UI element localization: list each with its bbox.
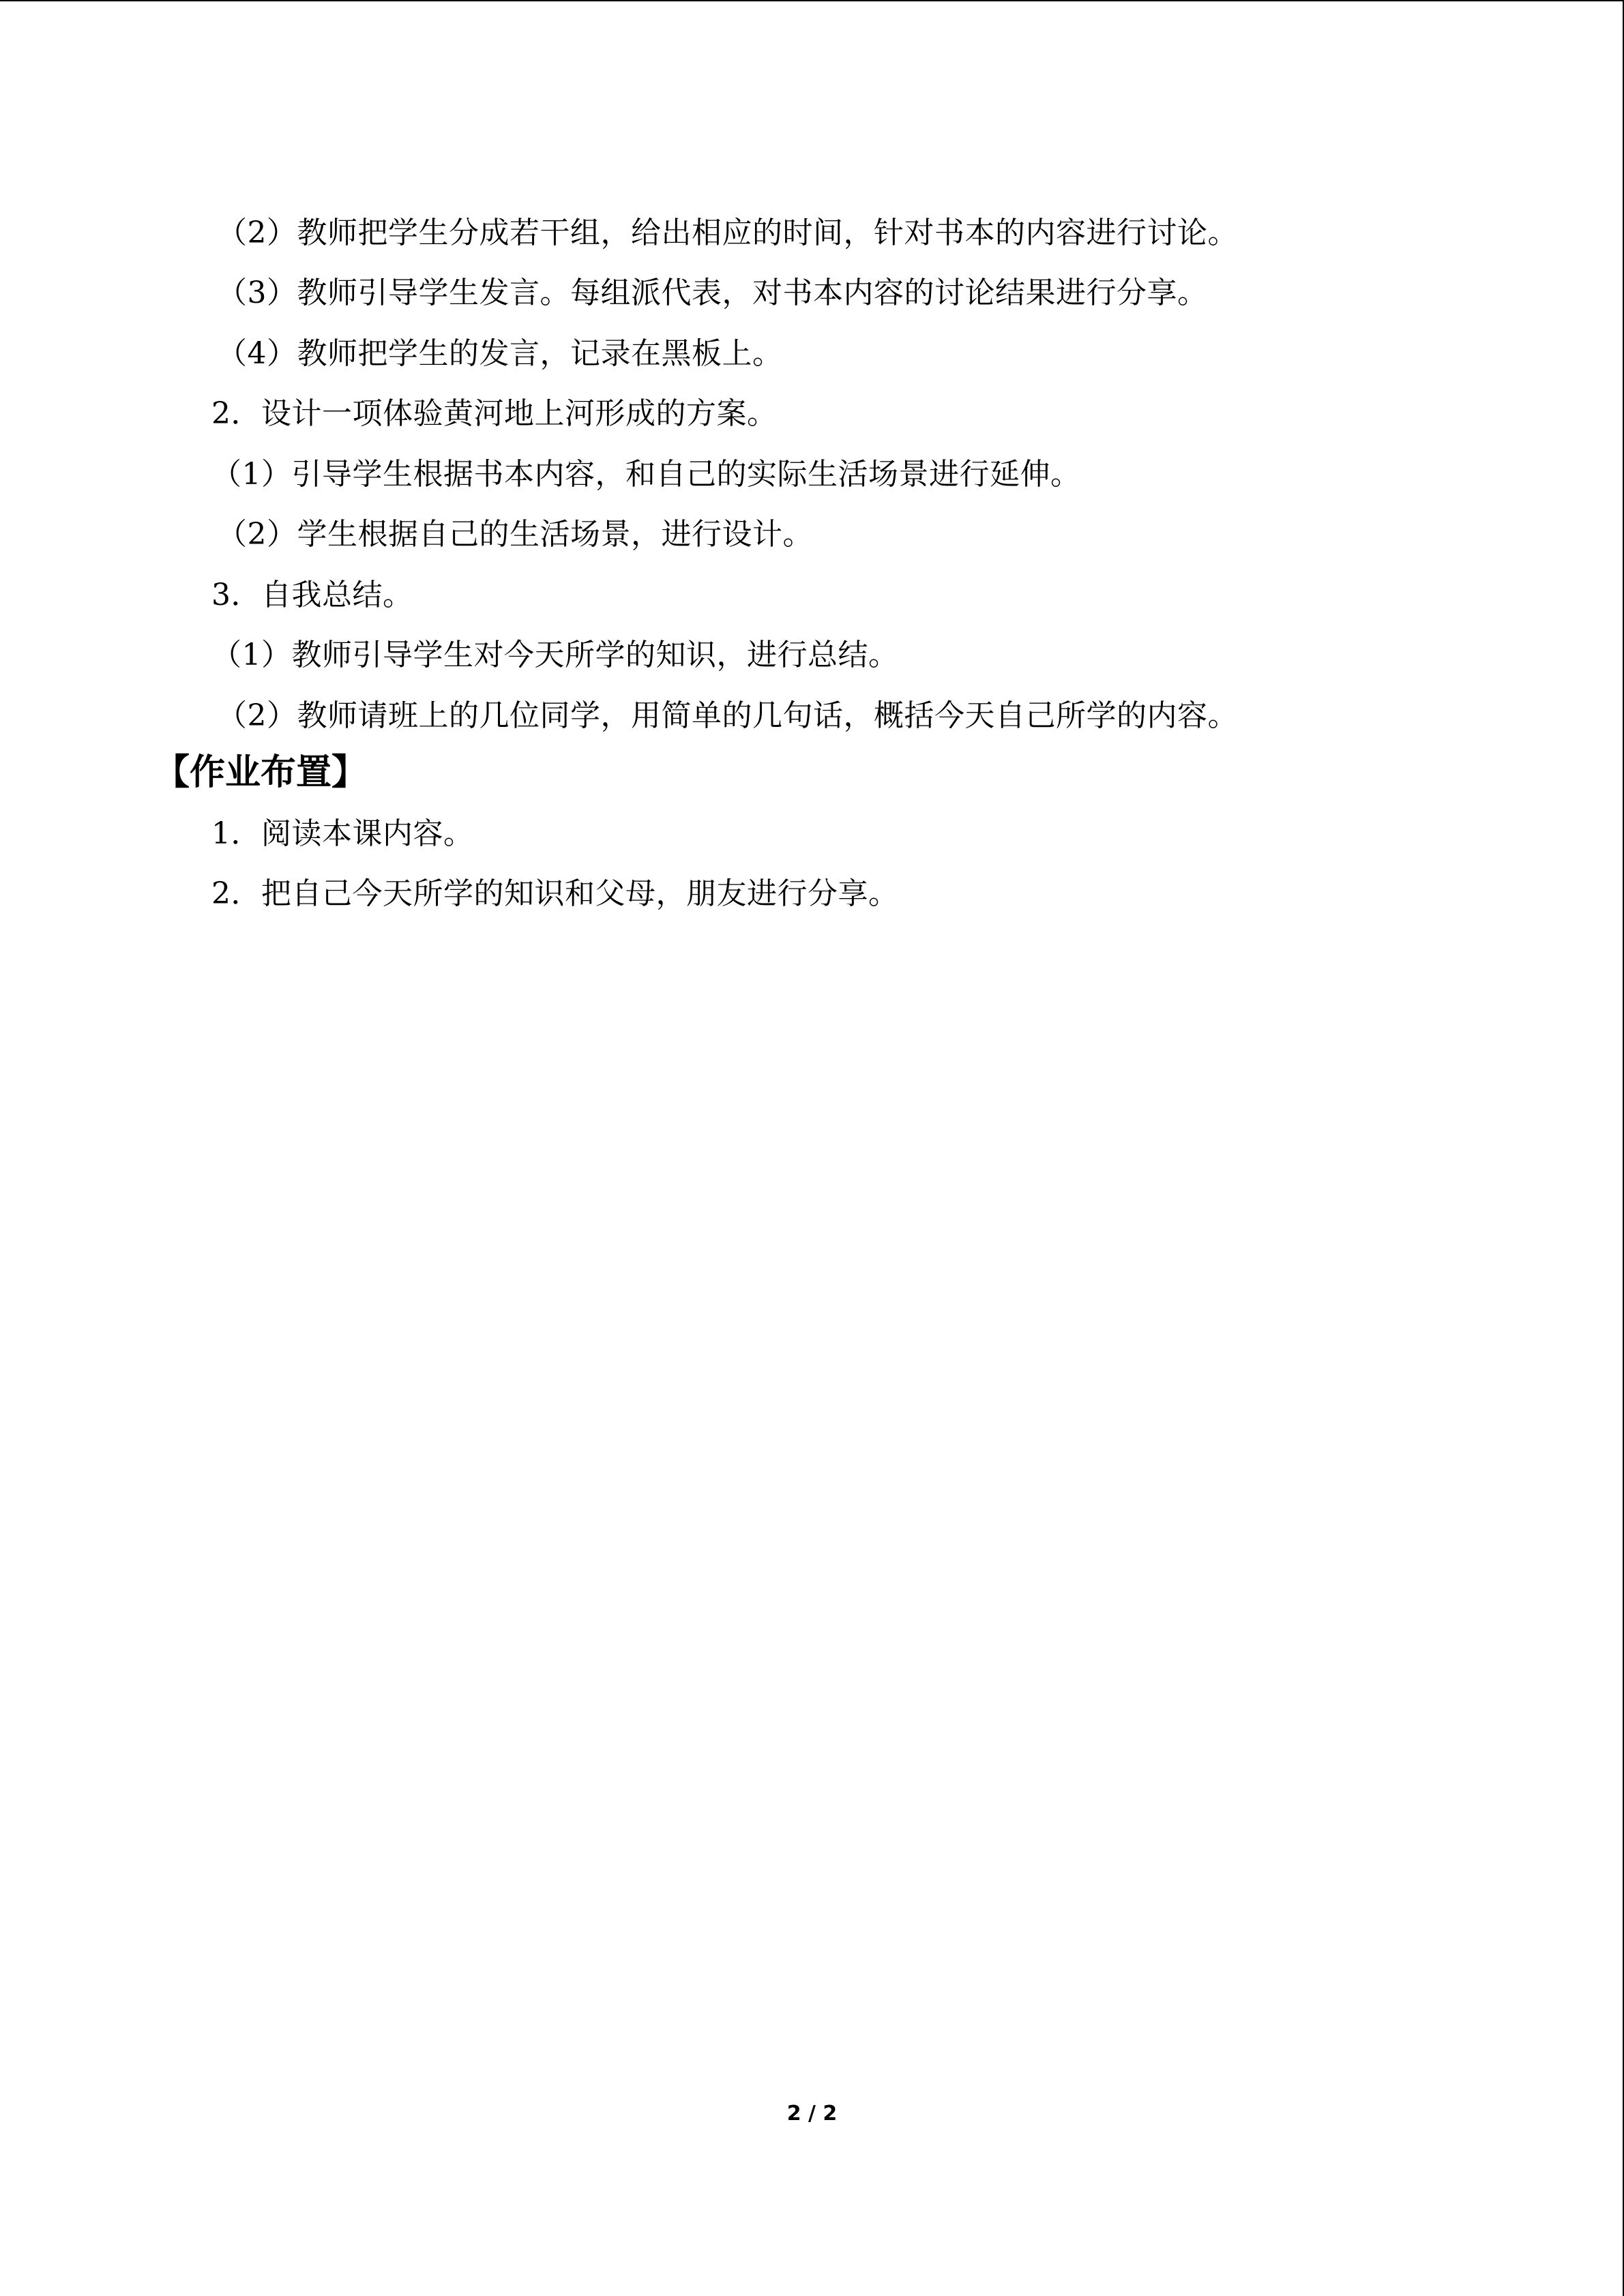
paragraph-line: 3．自我总结。 bbox=[211, 578, 413, 612]
paragraph-line: 2．设计一项体验黄河地上河形成的方案。 bbox=[211, 396, 778, 431]
paragraph-line: （2）学生根据自己的生活场景，进行设计。 bbox=[217, 517, 813, 552]
homework-heading: 【作业布置】 bbox=[154, 752, 368, 793]
paragraph-line: （1）引导学生根据书本内容，和自己的实际生活场景进行延伸。 bbox=[211, 457, 1081, 492]
paragraph-line: （2）教师把学生分成若干组，给出相应的时间，针对书本的内容进行讨论。 bbox=[217, 215, 1238, 250]
paragraph-line: （4）教师把学生的发言，记录在黑板上。 bbox=[217, 336, 783, 371]
homework-item: 2．把自己今天所学的知识和父母，朋友进行分享。 bbox=[211, 876, 899, 911]
paragraph-line: （2）教师请班上的几位同学，用简单的几句话，概括今天自己所学的内容。 bbox=[217, 698, 1238, 733]
paragraph-line: （1）教师引导学生对今天所学的知识，进行总结。 bbox=[211, 638, 899, 672]
paragraph-line: （3）教师引导学生发言。每组派代表，对书本内容的讨论结果进行分享。 bbox=[217, 275, 1208, 310]
page-number: 2 / 2 bbox=[786, 2102, 838, 2126]
homework-item: 1．阅读本课内容。 bbox=[211, 816, 474, 851]
